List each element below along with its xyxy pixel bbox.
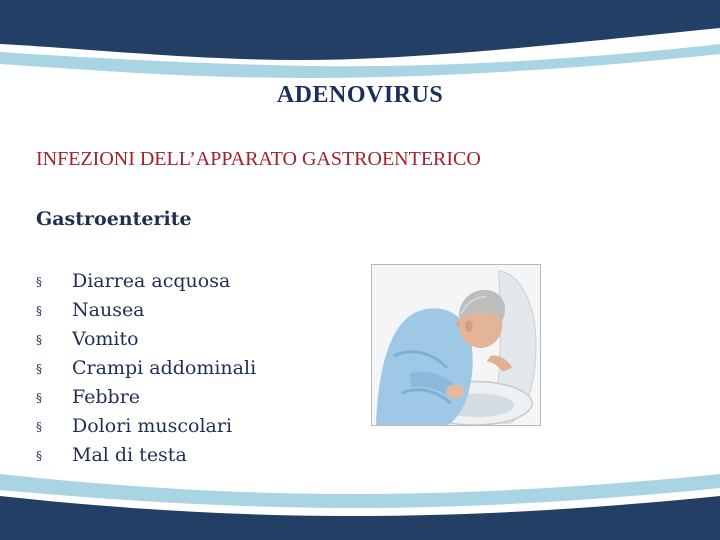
header-wave-decoration: [0, 0, 720, 90]
bullet-icon: §: [36, 361, 42, 376]
list-item: [36, 411, 256, 440]
symptom-label: Febbre: [72, 385, 141, 408]
slide-subtitle: INFEZIONI DELL’APPARATO GASTROENTERICO: [36, 148, 481, 170]
bullet-icon: §: [36, 332, 42, 347]
list-item: [36, 266, 256, 295]
symptom-label: Diarrea acquosa: [72, 269, 231, 292]
bullet-icon: §: [36, 448, 42, 463]
section-heading: Gastroenterite: [36, 208, 192, 230]
symptom-label: Crampi addominali: [72, 356, 257, 379]
list-item: [36, 440, 256, 469]
list-item: [36, 353, 256, 382]
man-vomiting-photo: [371, 264, 541, 426]
symptom-list: [36, 266, 256, 469]
symptom-label: Nausea: [72, 298, 145, 321]
slide-title: ADENOVIRUS: [276, 82, 444, 108]
list-item: [36, 324, 256, 353]
bullet-icon: §: [36, 274, 42, 289]
symptom-label: Mal di testa: [72, 443, 187, 466]
photo-illustration: [372, 265, 540, 425]
symptom-label: Dolori muscolari: [72, 414, 233, 437]
footer-wave-decoration: [0, 466, 720, 540]
symptom-label: Vomito: [72, 327, 139, 350]
list-item: [36, 382, 256, 411]
bullet-icon: §: [36, 419, 42, 434]
list-item: [36, 295, 256, 324]
bullet-icon: §: [36, 303, 42, 318]
bullet-icon: §: [36, 390, 42, 405]
